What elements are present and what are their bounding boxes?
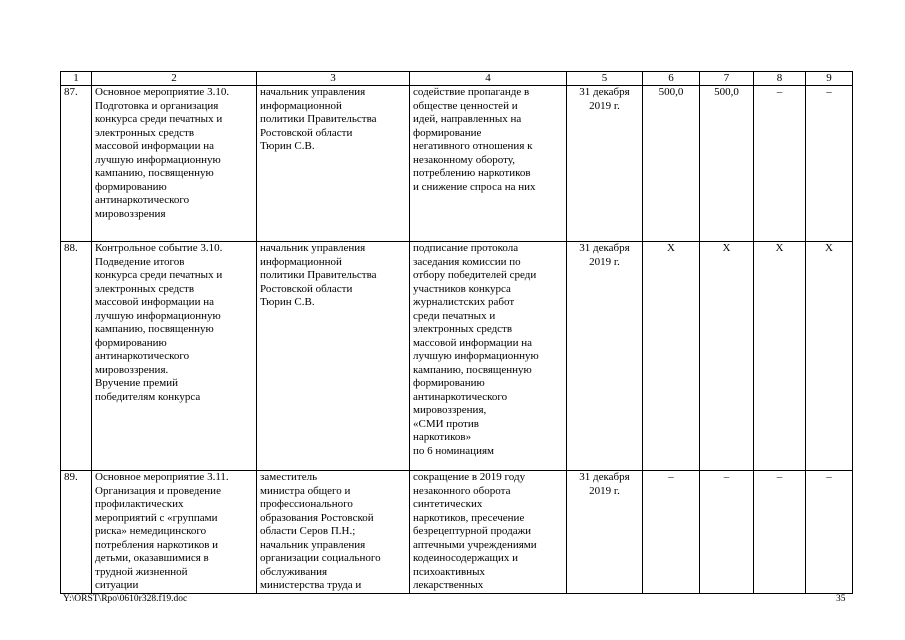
executor-cell: начальник управления информационной политики Правительства Ростовской области Тюрин С.В. (257, 86, 410, 242)
col9-cell: Х (806, 242, 853, 471)
col9-cell: – (806, 471, 853, 594)
header-cell: 6 (643, 72, 700, 86)
header-cell: 8 (754, 72, 806, 86)
col8-cell: – (754, 86, 806, 242)
row-number: 87. (61, 86, 92, 242)
executor-cell: начальник управления информационной политики Правительства Ростовской области Тюрин С.В. (257, 242, 410, 471)
action-plan-table (60, 71, 853, 594)
deadline-cell: 31 декабря 2019 г. (567, 471, 643, 594)
deadline-cell: 31 декабря 2019 г. (567, 86, 643, 242)
event-name-cell: Основное мероприятие 3.10. Подготовка и организация конкурса среди печатных и электронных средств массовой информации на лучшую информационную кампанию, посвященную формированию антинаркотического мировоззрения (92, 86, 257, 242)
event-name-cell: Основное мероприятие 3.11. Организация и проведение профилактических мероприятий с «группами риска» немедицинского потребления наркотиков и детьми, оказавшимися в трудной жизненной ситуации (92, 471, 257, 594)
header-cell: 7 (700, 72, 754, 86)
expected-result-cell: сокращение в 2019 году незаконного оборота синтетических наркотиков, пресечение безрецептурной продажи аптечными учреждениями кодеиносодержащих и психоактивных лекарственных (410, 471, 567, 594)
header-cell: 3 (257, 72, 410, 86)
header-cell: 9 (806, 72, 853, 86)
table-row (61, 242, 853, 471)
event-name-cell: Контрольное событие 3.10. Подведение итогов конкурса среди печатных и электронных средств массовой информации на лучшую информационную кампанию, посвященную формированию антинаркотического мировоззрения. Вручение премий победителям конкурса (92, 242, 257, 471)
table-row (61, 86, 853, 242)
col6-cell: 500,0 (643, 86, 700, 242)
col8-cell: – (754, 471, 806, 594)
header-cell: 4 (410, 72, 567, 86)
col9-cell: – (806, 86, 853, 242)
col7-cell: 500,0 (700, 86, 754, 242)
col6-cell: Х (643, 242, 700, 471)
col6-cell: – (643, 471, 700, 594)
deadline-cell: 31 декабря 2019 г. (567, 242, 643, 471)
row-number: 88. (61, 242, 92, 471)
col8-cell: Х (754, 242, 806, 471)
col7-cell: Х (700, 242, 754, 471)
row-number: 89. (61, 471, 92, 594)
header-cell: 5 (567, 72, 643, 86)
expected-result-cell: подписание протокола заседания комиссии по отбору победителей среди участников конкурса журналистских работ среди печатных и электронных средств массовой информации на лучшую информационную кампанию, посвященную формированию антинаркотического мировоззрения, «СМИ против наркотиков» по 6 номинациям (410, 242, 567, 471)
header-cell: 1 (61, 72, 92, 86)
header-cell: 2 (92, 72, 257, 86)
footer-file-path: Y:\ORST\Rpo\0610r328.f19.doc (63, 594, 188, 604)
col7-cell: – (700, 471, 754, 594)
column-number-header-row (61, 72, 853, 86)
page-number: 35 (836, 594, 846, 604)
executor-cell: заместитель министра общего и профессионального образования Ростовской области Серов П.Н.; начальник управления организации социального обслуживания министерства труда и (257, 471, 410, 594)
table-row (61, 471, 853, 594)
expected-result-cell: содействие пропаганде в обществе ценностей и идей, направленных на формирование негативного отношения к незаконному обороту, потреблению наркотиков и снижение спроса на них (410, 86, 567, 242)
